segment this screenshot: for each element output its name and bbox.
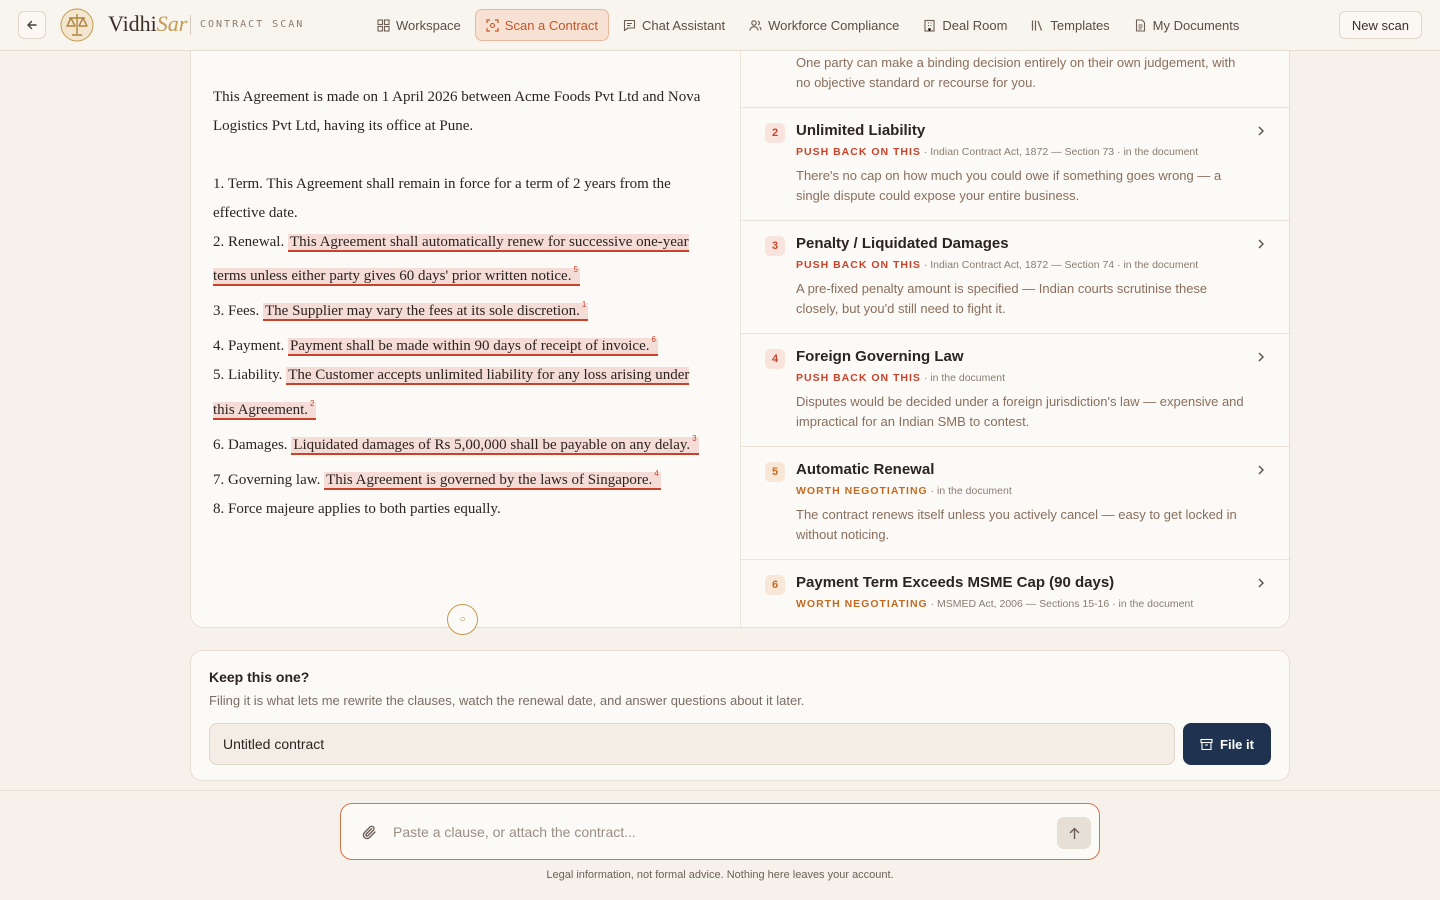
arrow-up-icon	[1068, 827, 1081, 840]
paperclip-icon[interactable]	[361, 824, 378, 841]
card-subtitle: Filing it is what lets me rewrite the clauses, watch the renewal date, and answer questions about it later.	[209, 693, 805, 708]
scan-results-panel	[190, 40, 1290, 628]
issue-number: 6	[765, 575, 785, 595]
nav-chat-assistant[interactable]: Chat Assistant	[613, 9, 735, 41]
flagged-clause-renewal[interactable]: This Agreement shall automatically renew for successive one-year terms unless either party gives 60 days' prior written notice. $^5$	[213, 233, 689, 285]
clause-7: 7. Governing law. This Agreement is governed by the laws of Singapore. $^4$	[213, 468, 659, 488]
issue-ref-marker: 1	[581, 300, 587, 310]
archive-icon	[1200, 738, 1213, 751]
nav-deal-room[interactable]: Deal Room	[913, 9, 1017, 41]
brand-subtitle: CONTRACT SCAN	[200, 19, 305, 30]
issue-number: 4	[765, 349, 785, 369]
flagged-clause-payment[interactable]: Payment shall be made within 90 days of receipt of invoice. $^6$	[290, 335, 656, 355]
chevron-right-icon	[1255, 238, 1267, 250]
severity-tag: PUSH BACK ON THIS	[796, 259, 921, 271]
nav-workforce-compliance[interactable]: Workforce Compliance	[739, 9, 909, 41]
document-text	[213, 83, 713, 524]
file-it-button[interactable]: File it	[1183, 723, 1271, 765]
flagged-clause-damages[interactable]: Liquidated damages of Rs 5,00,000 shall be payable on any delay. $^3$	[293, 433, 697, 453]
issue-description: One party can make a binding decision entirely on their own judgement, with no objective standard or recourse for you.	[796, 55, 1236, 90]
issue-ref-marker: 2	[309, 399, 315, 409]
nav-templates[interactable]: Templates	[1021, 9, 1119, 41]
flagged-clause-governing-law[interactable]: This Agreement is governed by the laws of Singapore. $^4$	[326, 468, 659, 488]
clause-1: 1. Term. This Agreement shall remain in force for a term of 2 years from the effective date.	[213, 175, 671, 221]
issue-description: There's no cap on how much you could owe if something goes wrong — a single dispute could expose your entire business.	[796, 168, 1222, 203]
scan-icon	[486, 19, 499, 32]
issue-item-4[interactable]: 4 Foreign Governing Law PUSH BACK ON THIS · in the document Disputes would be decided under a foreign jurisdiction's law — expensive and impractical for an Indian SMB to contest.	[741, 334, 1291, 447]
severity-tag: PUSH BACK ON THIS	[796, 146, 921, 158]
document-intro: This Agreement is made on 1 April 2026 between Acme Foods Pvt Ltd and Nova Logistics Pvt Ltd, having its office at Pune.	[213, 89, 701, 134]
clause-6: 6. Damages. Liquidated damages of Rs 5,00,000 shall be payable on any delay. $^3$	[213, 433, 697, 453]
chevron-right-icon	[1255, 125, 1267, 137]
issue-title: Automatic Renewal	[796, 461, 935, 478]
issue-number: 3	[765, 236, 785, 256]
clause-5: 5. Liability. The Customer accepts unlimited liability for any loss arising under this Agreement. $^2$	[213, 367, 690, 419]
legal-disclaimer: Legal information, not formal advice. Nothing here leaves your account.	[546, 869, 894, 881]
issue-ref-marker: 6	[651, 335, 656, 345]
new-scan-button[interactable]: New scan	[1339, 11, 1422, 39]
top-bar	[0, 0, 1440, 51]
clause-3: 3. Fees. The Supplier may vary the fees at its sole discretion. $^1$	[213, 300, 587, 320]
issue-item-2[interactable]: 2 Unlimited Liability PUSH BACK ON THIS · Indian Contract Act, 1872 — Section 73 · in the document There's no cap on how much you could owe if something goes wrong — a single dispute could expose your entire business.	[741, 108, 1291, 221]
issue-title: Unlimited Liability	[796, 122, 926, 139]
issue-ref-marker: 5	[573, 265, 578, 275]
chevron-right-icon	[1255, 577, 1267, 589]
issue-item-3[interactable]: 3 Penalty / Liquidated Damages PUSH BACK ON THIS · Indian Contract Act, 1872 — Section 74 · in the document A pre-fixed penalty amount is specified — Indian courts scrutinise these closely, but you'd still need to fight it.	[741, 221, 1291, 334]
chat-icon	[623, 19, 636, 32]
grid-icon	[377, 19, 390, 32]
chevron-right-icon	[1255, 464, 1267, 476]
issue-title: Penalty / Liquidated Damages	[796, 235, 1009, 252]
users-icon	[749, 19, 762, 32]
issues-list	[741, 41, 1291, 629]
scroll-indicator[interactable]: ○	[447, 604, 478, 635]
issue-item-6[interactable]: 6 Payment Term Exceeds MSME Cap (90 days) WORTH NEGOTIATING · MSMED Act, 2006 — Sections 15-16 · in the document	[741, 560, 1291, 673]
main-nav	[367, 9, 1249, 41]
nav-workspace[interactable]: Workspace	[367, 9, 471, 41]
back-button[interactable]	[18, 11, 46, 39]
severity-tag: PUSH BACK ON THIS	[796, 372, 921, 384]
file-contract-card	[190, 650, 1290, 781]
issue-ref-marker: 3	[692, 433, 697, 443]
issue-description: A pre-fixed penalty amount is specified — Indian courts scrutinise these closely, but you'd still need to fight it.	[796, 281, 1208, 316]
clause-2: 2. Renewal. This Agreement shall automatically renew for successive one-year terms unless either party gives 60 days' prior written notice. $^5$	[213, 233, 689, 285]
brand-divider	[190, 15, 191, 35]
nav-my-documents[interactable]: My Documents	[1124, 9, 1250, 41]
building-icon	[923, 19, 936, 32]
clause-8: 8. Force majeure applies to both parties equally.	[213, 500, 501, 517]
issue-number: 2	[765, 123, 785, 143]
issue-description: The contract renews itself unless you actively cancel — easy to get locked in without noticing.	[796, 507, 1237, 542]
issue-title: Payment Term Exceeds MSME Cap (90 days)	[796, 574, 1115, 591]
clause-4: 4. Payment. Payment shall be made within 90 days of receipt of invoice. $^6$	[213, 335, 656, 355]
document-icon	[1134, 19, 1147, 32]
composer-separator	[0, 790, 1440, 791]
brand-name[interactable]: VidhiSar	[108, 11, 188, 36]
document-viewer	[191, 41, 740, 629]
issue-description: Disputes would be decided under a foreign jurisdiction's law — expensive and impractical for an Indian SMB to contest.	[796, 394, 1244, 429]
contract-name-input[interactable]	[209, 723, 1175, 765]
books-icon	[1031, 19, 1044, 32]
issue-title: Foreign Governing Law	[796, 348, 964, 365]
severity-tag: WORTH NEGOTIATING	[796, 598, 928, 610]
chevron-right-icon	[1255, 351, 1267, 363]
flagged-clause-liability[interactable]: The Customer accepts unlimited liability for any loss arising under this Agreement. $^2$	[213, 367, 690, 419]
issue-ref-marker: 4	[654, 468, 659, 478]
arrow-left-icon	[26, 19, 38, 31]
send-button[interactable]	[1057, 817, 1091, 849]
message-composer	[340, 803, 1100, 860]
issue-item-5[interactable]: 5 Automatic Renewal WORTH NEGOTIATING · in the document The contract renews itself unless you actively cancel — easy to get locked in without noticing.	[741, 447, 1291, 560]
message-input[interactable]	[393, 820, 1033, 844]
severity-tag: WORTH NEGOTIATING	[796, 485, 928, 497]
flagged-clause-fees[interactable]: The Supplier may vary the fees at its sole discretion. $^1$	[265, 300, 587, 320]
scales-logo-icon	[60, 8, 94, 42]
nav-scan-contract[interactable]: Scan a Contract	[475, 9, 609, 41]
card-title: Keep this one?	[209, 669, 310, 685]
issue-number: 5	[765, 462, 785, 482]
